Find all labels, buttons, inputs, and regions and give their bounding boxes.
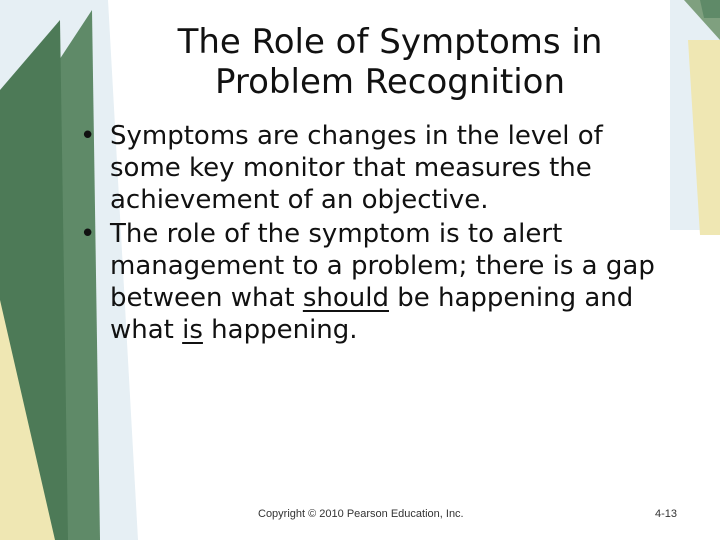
bullet-icon: • [80,121,96,151]
bullet-text-part: The role of the symptom is to alert management to a problem; there is a gap between what [110,219,655,313]
bullet-text [110,218,680,346]
bullet-text: Symptoms are changes in the level of some key monitor that measures the achievement of an objective. [110,121,603,215]
emphasis-should: should [302,283,389,313]
emphasis-is: is [182,315,203,345]
bullet-item [80,218,680,346]
slide-number: 4-13 [655,508,678,520]
copyright-footer: Copyright © 2010 Pearson Education, Inc. [258,508,464,520]
bullet-text-part: be happening and what [110,283,634,345]
bullet-icon: • [80,219,96,249]
bullet-text-part: happening. [202,315,358,345]
bullet-item [80,120,680,216]
bullet-list [80,120,680,346]
slide-title: The Role of Symptoms in Problem Recognition [177,22,603,102]
slide-content [80,22,680,492]
